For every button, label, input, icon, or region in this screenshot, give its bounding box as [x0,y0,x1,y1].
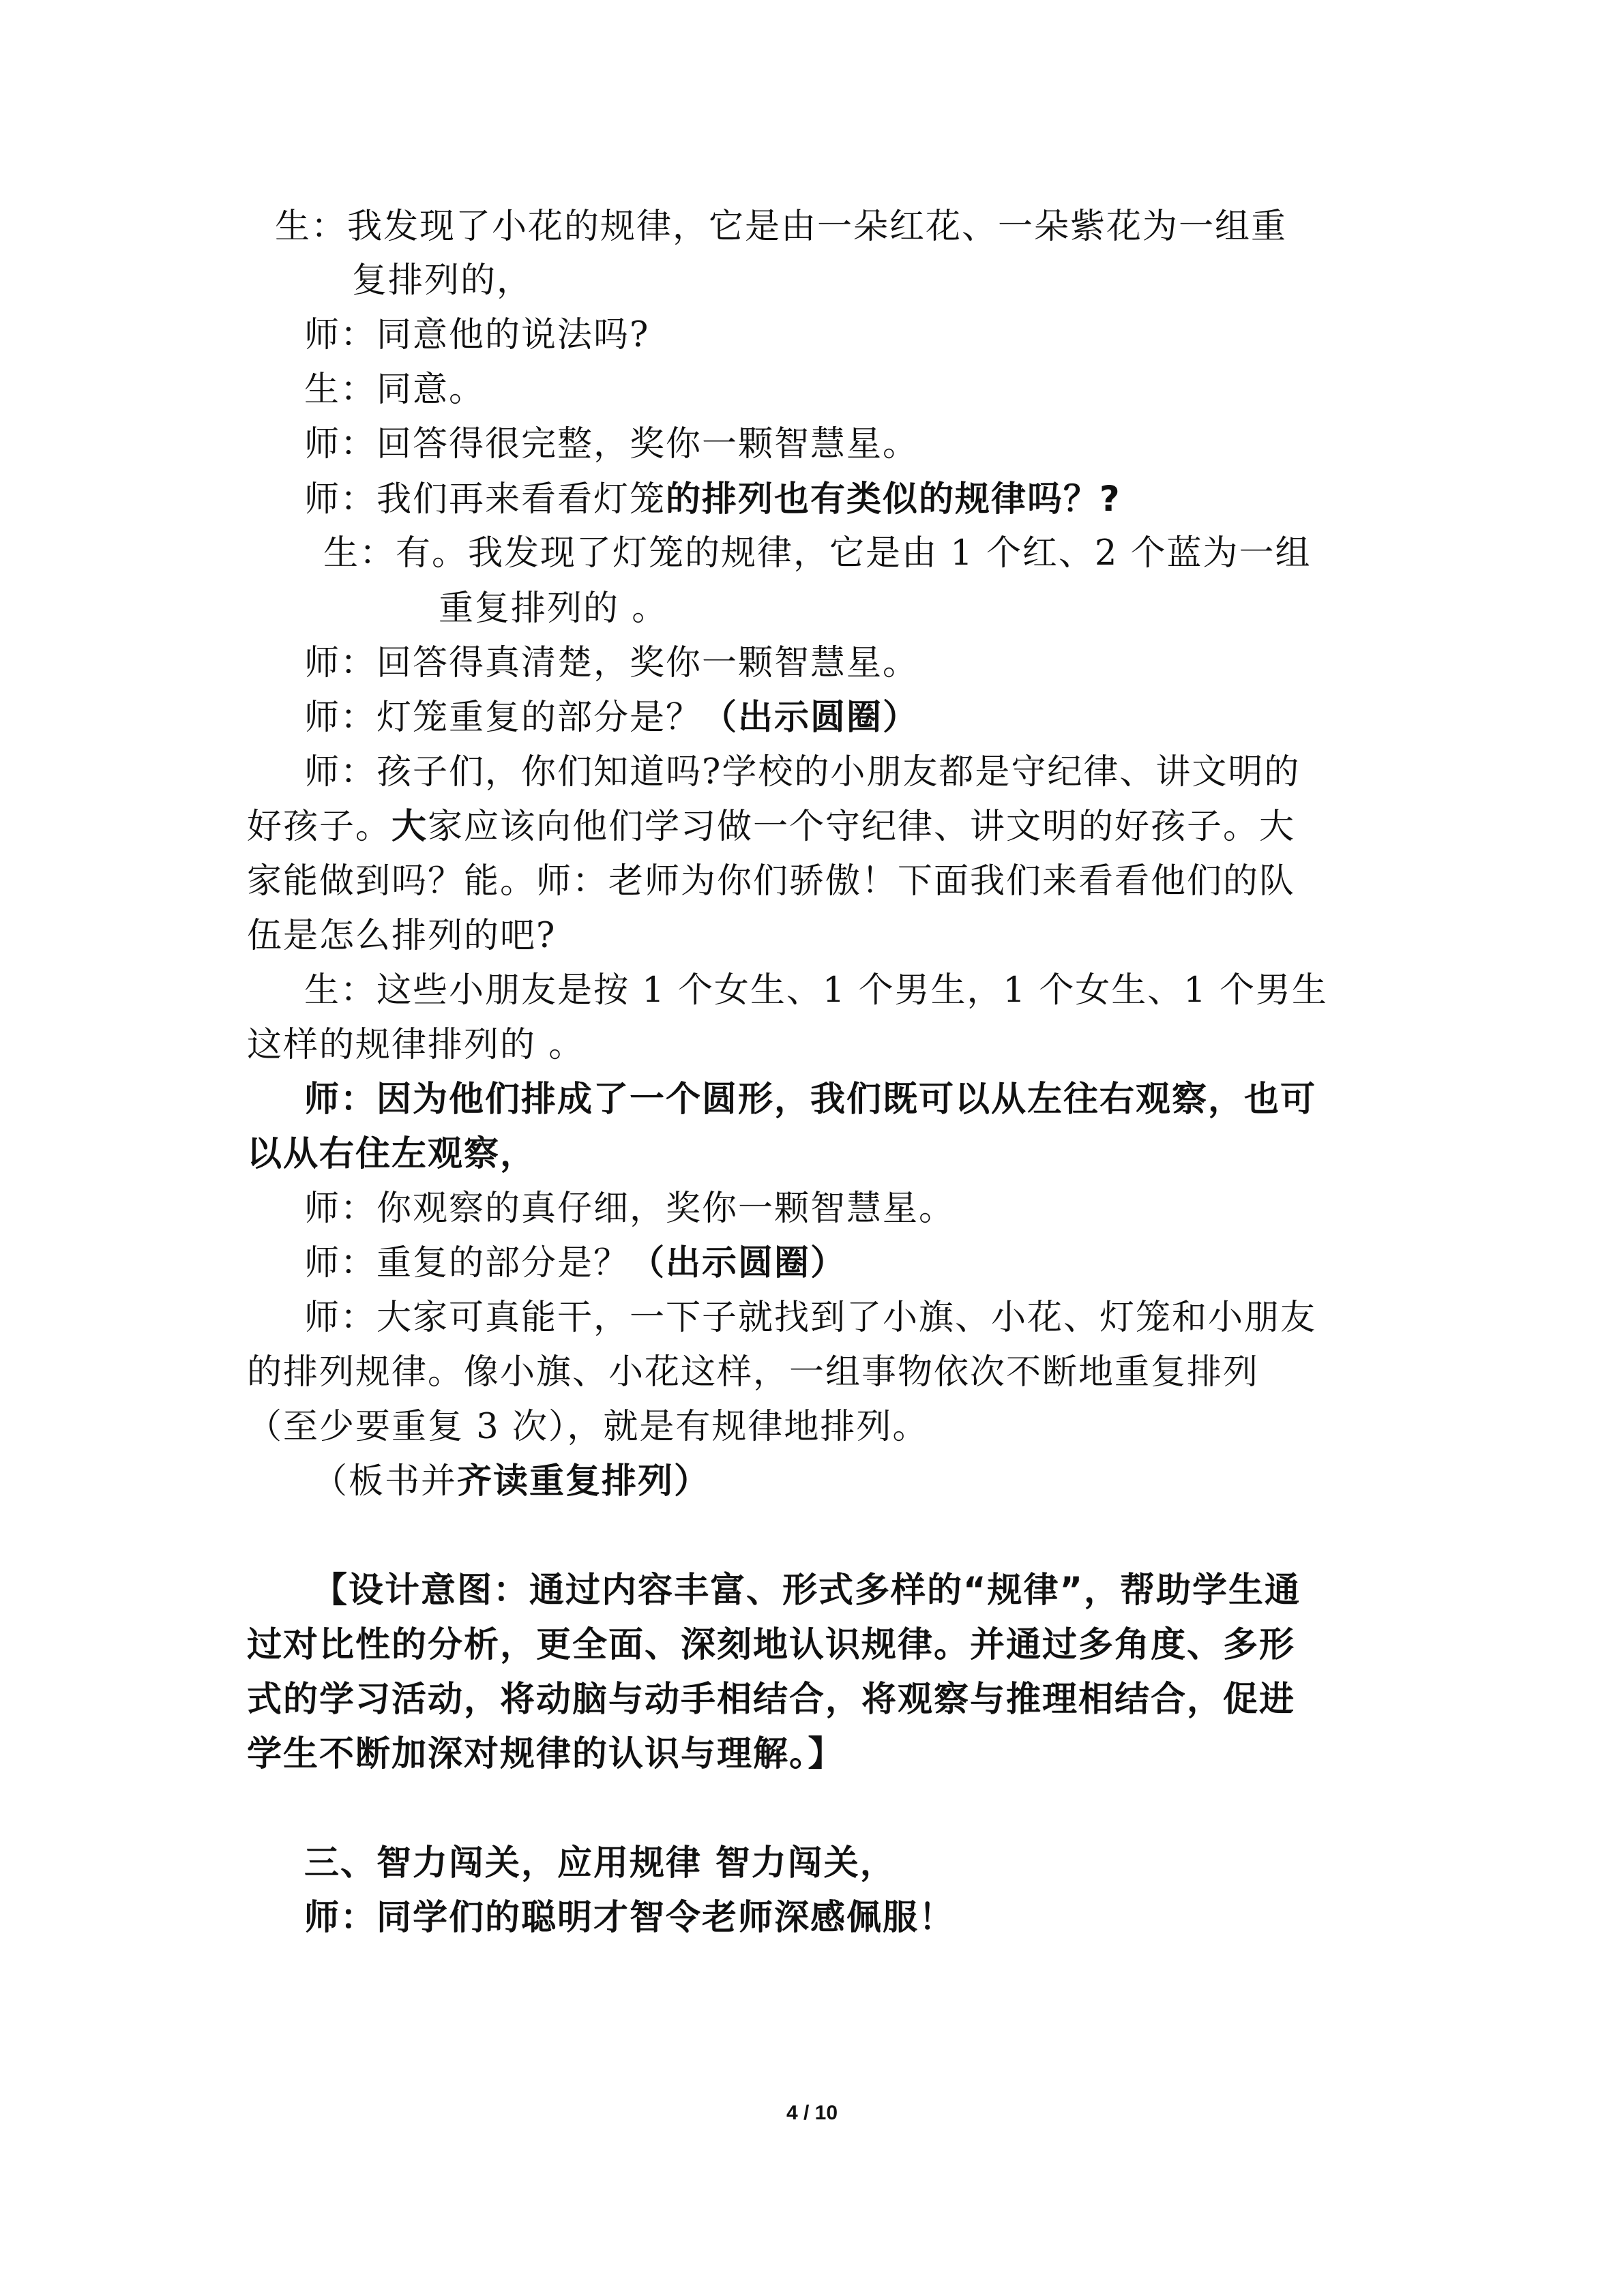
text-line: 师：你观察的真仔细，奖你一颗智慧星。 [304,1189,956,1229]
text-line: 师：回答得很完整，奖你一颗智慧星。 [304,424,919,464]
text-line: 好孩子。大家应该向他们学习做一个守纪律、讲文明的好孩子。大 [247,807,1296,847]
text-line: 复排列的， [352,260,533,301]
design-intent: 式的学习活动，将动脑与动手相结合，将观察与推理相结合，促进 [247,1680,1296,1720]
text-line: 师：同意他的说法吗? [304,315,650,355]
design-intent: 过对比性的分析，更全面、深刻地认识规律。并通过多角度、多形 [247,1625,1296,1665]
text-line: 师：因为他们排成了一个圆形，我们既可以从左往右观察，也可 [304,1079,1317,1120]
text-line: （板书并齐读重复排列） [312,1461,711,1502]
text-line: （至少要重复 3 次），就是有规律地排列。 [247,1407,929,1447]
page-number: 4 / 10 [786,2102,838,2124]
text-line: 师：回答得真清楚，奖你一颗智慧星。 [304,643,919,683]
text-line: 生：同意。 [304,370,486,410]
text-line: 以从右住左观察， [247,1134,537,1174]
section-heading: 三、智力闯关，应用规律 智力闯关， [304,1843,896,1883]
text-line: 师：重复的部分是？（出示圆圈） [304,1243,847,1283]
text-line: 这样的规律排列的 。 [247,1025,585,1065]
text-line: 师：我们再来看看灯笼的排列也有类似的规律吗？? [304,479,1121,520]
text-line: 师：灯笼重复的部分是？（出示圆圈） [304,698,919,738]
design-intent: 学生不断加深对规律的认识与理解。】 [247,1734,844,1774]
text-line: 生：有。我发现了灯笼的规律，它是由 1 个红、2 个蓝为一组 [323,533,1312,573]
text-line: 师：大家可真能干，一下子就找到了小旗、小花、灯笼和小朋友 [304,1298,1317,1338]
text-line: 家能做到吗？能。师：老师为你们骄傲！下面我们来看看他们的队 [247,861,1296,901]
text-line: 生：我发现了小花的规律，它是由一朵红花、一朵紫花为一组重 [275,207,1288,247]
text-line: 生：这些小朋友是按 1 个女生、1 个男生，1 个女生、1 个男生 [304,970,1328,1011]
design-intent: 【设计意图：通过内容丰富、形式多样的“规律”，帮助学生通 [312,1570,1301,1611]
text-line: 师：同学们的聪明才智令老师深感佩服！ [304,1898,956,1938]
text-line: 师：孩子们，你们知道吗?学校的小朋友都是守纪律、讲文明的 [304,752,1301,792]
text-line: 伍是怎么排列的吧? [247,916,557,956]
text-line: 的排列规律。像小旗、小花这样，一组事物依次不断地重复排列 [247,1352,1260,1392]
text-line: 重复排列的 。 [439,588,668,629]
